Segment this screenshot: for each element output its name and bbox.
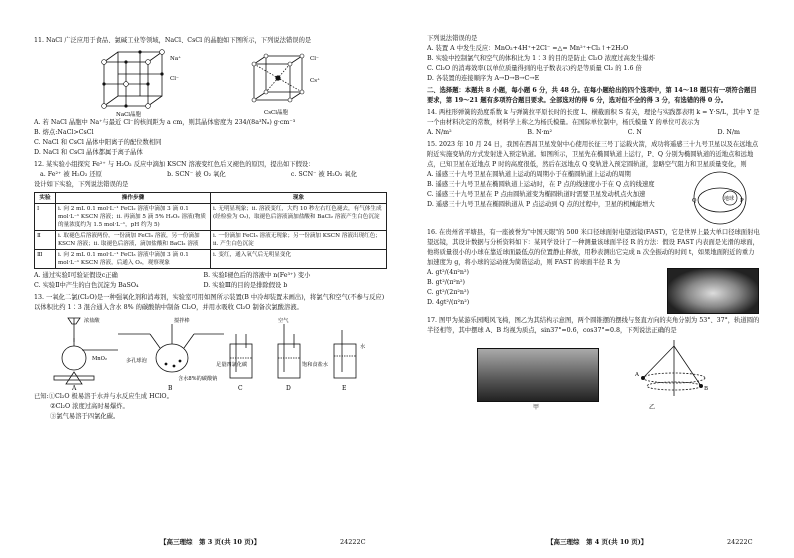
label-earth: 地球 [724, 196, 735, 202]
cscl-unit-cell-figure [252, 54, 304, 102]
q13-known-2: ②Cl₂O 浓度过高时易爆炸。 [50, 403, 129, 410]
label-cl-ion-1: Cl⁻ [170, 76, 179, 82]
label-ccl4: 足量四氯化碳 [216, 362, 248, 368]
paper-code: 24222C [340, 538, 366, 546]
label-apparatus-e: E [342, 385, 347, 392]
label-na2co3: 含水8%的碳酸钠 [178, 376, 218, 382]
caption-figure-jia: 甲 [533, 404, 540, 411]
q14-option-a: A. N/m² [427, 129, 452, 136]
label-point-q: Q [692, 198, 697, 204]
table-cell: Ⅱ [35, 231, 56, 250]
question-12-stem: 12. 某实验小组探究 Fe²⁺ 与 H₂O₂ 反应中滴加 KSCN 溶液变红色后又褪色的原因，提出如下假设： [34, 161, 315, 168]
question-14-stem: 14. 两柱形弹簧的劲度系数 k 与弹簧拉平原长时的长度 L、横截面积 S 有关，理论与实践都表明 k = Y·S/L，其中 Y 是一个由材料决定的常数，材料学上称之为杨氏模量。在国际单位制中，杨氏模量 Y 的单位可表示为 [427, 109, 760, 126]
swing-ride-photo [477, 348, 599, 402]
q13-apparatus-figure [34, 314, 384, 392]
q12-option-b: B. 实验Ⅰ褪色后的溶液中 n(Fe³⁺) 变小 [203, 272, 311, 279]
table-cell: Ⅲ [35, 250, 56, 269]
q12-hypothesis-c: c. SCN⁻ 被 H₂O₂ 氧化 [290, 171, 357, 178]
q13-known-3: ③氯气易溶于四氯化碳。 [50, 413, 120, 420]
q13-option-a: A. 装置 A 中发生反应：MnO₂+4H⁺+2Cl⁻ =△= Mn²⁺+Cl₂↑+2H₂O [427, 45, 629, 52]
table-header-cell: 操作步骤 [56, 193, 211, 204]
caption-figure-yi: 乙 [649, 404, 656, 411]
q11-option-c: C. NaCl 和 CsCl 晶体中阳离子的配位数相同 [34, 139, 162, 146]
q12-hypothesis-b: b. SCN⁻ 被 O₂ 氧化 [167, 171, 226, 178]
apparatus-d [278, 324, 300, 378]
q11-option-b: B. 熔点:NaCl>CsCl [34, 129, 94, 136]
q12-experiment-table [34, 192, 387, 269]
caption-cscl-cell: CsCl晶胞 [264, 110, 288, 116]
table-header-cell: 现象 [211, 193, 387, 204]
q13-continued-stem: 下列说法错误的是 [427, 35, 478, 42]
question-16-stem: 16. 在贵州省平塘县，有一座被誉为"中国天眼"的 500 米口径球面射电望远镜(FAST)，它是世界上最大单口径球面射电望远镜，其设计数据与分析资料如下：某同学设计了一种测量该球面半径 R 的方法：假设 FAST 内表面是光滑的球面，他将质量很小的小球在靠近球面最低点的位置静止释放，用秒表测出它完成 n 次全振动的时间 t，如果地面附近的重力加速度为 g，将小球的运动视为简谐运动，则 FAST 的球面半径 R 为 [427, 229, 760, 266]
q12-option-d: D. 实验Ⅲ的目的是排除假设 b [203, 282, 288, 289]
q16-option-b: B. gt²/(π²n²) [427, 279, 465, 286]
q16-option-d: D. 4gt²/(π²n²) [427, 299, 470, 306]
page-footer: 【高三理综 第 4 页(共 10 页)】 [547, 538, 648, 546]
label-saturated-brine: 饱和食盐水 [302, 362, 328, 368]
label-apparatus-d: D [286, 385, 291, 392]
table-cell: Ⅰ [35, 204, 56, 231]
section-2-heading: 二、选择题：本题共 8 小题，每小题 6 分，共 48 分。在每小题给出的四个选项中，第 14～18 题只有一项符合题目要求，第 19～21 题有多项符合题目要求。全部选对的得 6 分，选对但不全的得 3 分，有选错的得 0 分。 [427, 87, 757, 104]
label-ball-b: B [704, 386, 709, 392]
q11-option-a: A. 若 NaCl 晶胞中 Na⁺与最近 Cl⁻的核间距为 a cm，则其晶体密度为 234/(8a³Nₐ) g·cm⁻³ [34, 119, 296, 126]
label-apparatus-a: A [72, 385, 77, 392]
q15-option-d: D. 遥感三十九号卫星在椭圆轨道从 P 点运动到 Q 点的过程中，卫星的机械能增大 [427, 201, 655, 208]
label-stir-rod: 搅拌棒 [174, 318, 190, 324]
q12-option-a: A. 通过实验Ⅰ可验证假设c正确 [34, 272, 118, 279]
label-ball-a: A [635, 372, 639, 378]
q13-option-b: B. 实验中控制氯气和空气的体积比为 1∶3 的目的是防止 Cl₂O 浓度过高发生爆炸 [427, 55, 656, 62]
question-11-stem: 11. NaCl 广泛应用于食品、氯碱工业等领域，NaCl、CsCl 的晶胞如下图所示，下列说法错误的是 [34, 37, 312, 44]
q15-orbit-figure [680, 170, 760, 226]
label-cs-ion: Cs⁺ [310, 78, 320, 84]
q12-option-c: C. 实验Ⅱ中产生的白色沉淀为 BaSO₄ [34, 282, 139, 289]
table-cell: i. 一份滴加 FeCl₃ 溶液无现象；另一份滴加 KSCN 溶液出现红色；ii. 产生白色沉淀 [211, 231, 387, 250]
label-porous-bubbler: 多孔球泡 [126, 358, 147, 364]
q16-option-a: A. gt²/(4π²n²) [427, 269, 469, 276]
label-apparatus-b: B [168, 385, 173, 392]
q12-design-text: 设计如下实验，下列说法错误的是 [34, 181, 129, 188]
q17-conical-pendulum-figure [629, 338, 719, 402]
apparatus-a [54, 318, 118, 384]
apparatus-c [230, 334, 252, 378]
table-cell: i. 向 2 mL 0.1 mol·L⁻¹ FeCl₃ 溶液中滴加 3 滴 0.1 mol·L⁻¹ KSCN 溶液，后通入 O₂，观察现象 [56, 250, 211, 269]
page-footer: 【高三理综 第 3 页(共 10 页)】 [160, 538, 261, 546]
apparatus-e [334, 330, 356, 378]
label-apparatus-c: C [238, 385, 243, 392]
question-15-stem: 15. 2023 年 10 月 24 日，我国在西昌卫星发射中心使用长征三号丁运载火箭，成功将遥感三十九号卫星以及在远地点附近实施变轨的方式发射进入预定轨道。如图所示，卫星先在椭圆轨道上运行，P、Q 分别为椭圆轨道的近地点和远地点，已知卫星在近地点 P 时的高度很低，然后在远地点 Q 变轨进入预定圆轨道，忽略空气阻力和卫星质量变化，则 [427, 141, 759, 168]
label-na-ion: Na⁺ [170, 56, 181, 62]
label-point-p: P [740, 198, 744, 204]
nacl-unit-cell-figure [102, 50, 165, 109]
table-cell: i. 无明显现象；ii. 溶液变红，大约 10 秒左右红色褪去，有气体生成(经检验为 O₂)，取褪色后溶液滴加盐酸和 BaCl₂ 溶液产生白色沉淀 [211, 204, 387, 231]
question-17-stem: 17. 图甲为某游乐园飓风飞椅，图乙为其结构示意图，两个圆锥摆的摆线与竖直方向的夹角分别为 53°、37°，轨道圆的半径相等，其中摆球 A、B 均视为质点，sin37°=0.6，cos37°=0.8，下列说法正确的是 [427, 317, 760, 334]
table-header-cell: 实验 [35, 193, 56, 204]
q16-option-c: C. gt²/(2π²n²) [427, 289, 469, 296]
fast-telescope-photo [667, 268, 759, 314]
table-row [35, 250, 387, 269]
q15-option-b: B. 遥感三十九号卫星在椭圆轨道上运动时，在 P 点的线速度小于在 Q 点的线速度 [427, 181, 655, 188]
q12-hypothesis-a: a. Fe²⁺ 被 H₂O₂ 还原 [40, 171, 102, 178]
table-row [35, 204, 387, 231]
q14-option-c: C. N [627, 129, 642, 136]
label-conc-hcl: 浓盐酸 [84, 318, 100, 324]
label-water: 水 [360, 344, 366, 350]
q14-option-b: B. N·m² [527, 129, 553, 136]
q13-option-c: C. Cl₂O 的消毒效率(以单位质量得到的电子数表示)约是等质量 Cl₂ 的 1.6 倍 [427, 65, 642, 72]
q15-option-a: A. 遥感三十九号卫星在圆轨道上运动的周期小于在椭圆轨道上运动的周期 [427, 171, 631, 178]
paper-code: 24222C [727, 538, 753, 546]
exam-page-4 [397, 0, 794, 558]
apparatus-b [118, 324, 224, 372]
table-cell: i. 变红，通入氧气后无明显变化 [211, 250, 387, 269]
label-air: 空气 [278, 318, 289, 324]
table-cell: i. 取褪色后溶液两份，一份滴加 FeCl₃ 溶液，另一份滴加 KSCN 溶液；ii. 取褪色后溶液，滴加盐酸和 BaCl₂ 溶液 [56, 231, 211, 250]
question-13-stem: 13. 一氧化二氯(Cl₂O)是一种强氧化剂和消毒剂，实验室可用如图所示装置(B 中冷却装置未画出)，将氯气和空气(不参与反应)以体积比约 1∶3 混合通入含水 8% 的碳酸钠中制备 Cl₂O，并用水吸收 Cl₂O 制备次氯酸溶液。 [34, 294, 385, 311]
q15-option-c: C. 遥感三十九号卫星在 P 点由圆轨道变为椭圆轨道时需要卫星发动机点火加速 [427, 191, 646, 198]
label-mno2: MnO₂ [92, 356, 107, 362]
table-row [35, 231, 387, 250]
q11-crystal-figures [84, 48, 414, 118]
q13-option-d: D. 各装置的连接顺序为 A→D→B→C→E [427, 75, 540, 82]
q11-option-d: D. NaCl 和 CsCl 晶体都属于离子晶体 [34, 149, 143, 156]
caption-nacl-cell: NaCl晶胞 [116, 112, 142, 118]
table-cell: i. 向 2 mL 0.1 mol·L⁻¹ FeCl₂ 溶液中滴加 3 滴 0.1 mol·L⁻¹ KSCN 溶液；ii. 再滴加 5 滴 5% H₂O₂ 溶液(物质的量浓度约为 1.5 mol·L⁻¹，pH 约为 5) [56, 204, 211, 231]
q13-known-1: 已知:①Cl₂O 极易溶于水并与水反应生成 HClO。 [34, 393, 173, 400]
label-cl-ion-2: Cl⁻ [310, 56, 319, 62]
q14-option-d: D. N/m [717, 129, 740, 136]
table-header-row [35, 193, 387, 204]
